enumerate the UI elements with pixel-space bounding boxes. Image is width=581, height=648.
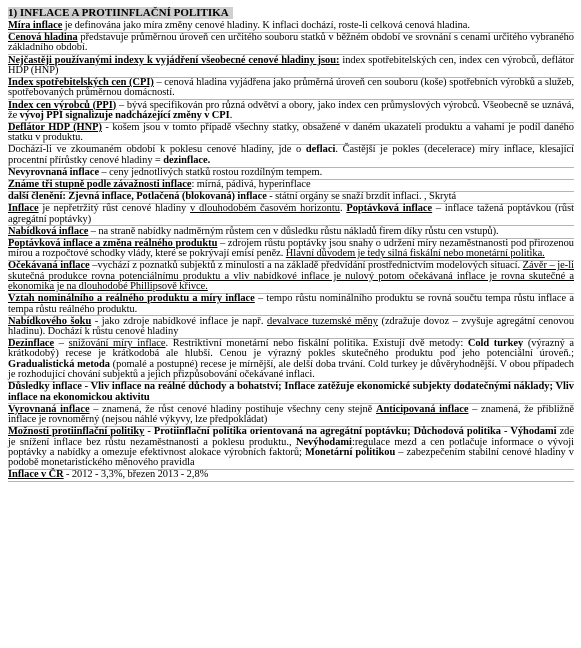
term: Nabídková inflace — [8, 225, 89, 237]
document-page — [8, 3, 574, 483]
text-run: . Častější je pokles (decelerace) míry inflace, klesající procentní přírůstky cenové hladiny = — [8, 144, 575, 166]
text-run: - jako zdroje nabídkové inflace je např. — [91, 315, 267, 327]
term: Inflace v ČR — [8, 469, 64, 481]
term: Možnosti protiinflační politiky — [8, 426, 145, 438]
text-run: – bývá specifikován pro různá odvětví a obory, jako index cen průmyslových výrobců. Všeobecně se uznává, že — [8, 99, 574, 121]
text-run: Hlavní důvodem je tedy silná fiskální nebo monetární politika. — [285, 248, 545, 260]
term: Index cen výrobců (PPI) — [8, 99, 117, 111]
term: Míra inflace — [8, 20, 63, 31]
text-run: – znamená, že přibližně inflace je rovnoměrný (nejsou náhlé výkyvy, lze předpokládat) — [8, 403, 575, 426]
paragraph — [8, 33, 574, 55]
term: Monetární politikou — [305, 446, 396, 458]
term: Index spotřebitelských cen (CPI) — [8, 77, 154, 89]
text-run: :regulace mezd a cen potlačuje informace o vývoji poptávky a nabídky a omezuje efektivnost alokace výrobních faktorů; — [8, 436, 574, 458]
paragraph — [8, 339, 574, 382]
text-run: – zdrojem růstu poptávky jsou snahy o udržení míry nezaměstnanosti pod přirozenou mírou a rozpočtové schodky vlády, které se pokrývají emisí peněz. — [8, 237, 574, 260]
text-run: – tempo růstu nominálního produktu se rovná součtu tempa růstu inflace a tempa růstu reálného produktu. — [8, 293, 574, 315]
paragraph — [8, 382, 574, 404]
text-run: . Restriktivní monetární nebo fiskální politika. Existují dvě metody: — [165, 338, 468, 350]
term: Poptávková inflace a změna reálného produktu — [8, 237, 218, 249]
text-run: zde je snížení inflace bez růstu nezaměstnanosti a poklesu produktu., — [8, 426, 574, 448]
document-body — [8, 21, 574, 482]
paragraph — [8, 405, 574, 427]
text-run: – znamená, že růst cenové hladiny postihuje všechny ceny stejně — [89, 403, 376, 415]
text-run: . — [339, 203, 347, 215]
paragraph — [8, 227, 574, 239]
text-run: - státní orgány se snaží brzdit inflaci. , Skrytá — [266, 191, 457, 203]
paragraph — [8, 261, 574, 293]
term: Nabídkového šoku — [8, 315, 92, 327]
term: Dezinflace — [8, 338, 55, 350]
text-run: je definována jako míra změny cenové hladiny. K inflaci dochází, roste-li celková cenová hladina. — [62, 20, 470, 31]
paragraph — [8, 123, 574, 145]
paragraph — [8, 192, 574, 204]
text-run: v dlouhodobém časovém horizontu — [190, 203, 340, 215]
paragraph — [8, 21, 574, 33]
paragraph — [8, 294, 574, 316]
term: deflaci — [305, 144, 336, 156]
text-run: index spotřebitelských cen, index cen výrobců, deflátor HDP (HNP) — [8, 54, 574, 76]
term: Důsledky inflace - Vliv inflace na reálné důchody a bohatství; Inflace zatěžuje ekonomické subjekty dodatečnými náklady; Vliv inflace na ekonomickou aktivitu — [8, 381, 574, 403]
text-run: . — [229, 109, 233, 121]
paragraph — [8, 145, 574, 167]
paragraph — [8, 101, 574, 123]
term: Gradualistická metoda — [8, 358, 110, 370]
text-run: devalvace tuzemské měny — [267, 315, 378, 327]
term: - Protiinflační politika orientovaná na agregátní poptávku; Důchodová politika - Výhodami — [144, 426, 557, 438]
text-run: – zabezpečením stabilní cenové hladiny v podobě monetaristického měnového pravidla — [8, 446, 575, 469]
paragraph — [8, 78, 574, 100]
paragraph — [8, 168, 574, 180]
text-run: představuje průměrnou úroveň cen určitého souboru statků v běžném období ve srovnání s cenami určitého vybraného základního období. — [8, 32, 574, 54]
text-run: Závěr – je-li skutečná produkce rovna potenciálnímu produktu a vliv nabídkové inflace je nulový potom očekávaná inflace je rovna skutečné a ekonomika je na dlouhodobé Phillipsově křivce. — [8, 260, 575, 293]
term: Nevyrovnaná inflace — [8, 166, 100, 178]
term: dezinflace. — [163, 154, 211, 166]
term: Cenová hladina — [8, 32, 78, 44]
term: Známe tři stupně podle závažnosti inflace — [8, 179, 192, 191]
term: Nevýhodami — [295, 436, 352, 448]
paragraph — [8, 239, 574, 261]
document-title: 1) INFLACE A PROTIINFLAČNÍ POLITIKA — [8, 7, 233, 19]
text-run: (výrazný a krátkodobý) recese je krátkodobá ale hlubší. Cenou je výrazný pokles skutečného produktu pod jeho potenciální úroveň.; — [8, 338, 574, 360]
text-run: snižování míry inflace — [68, 338, 166, 350]
term: vývoj PPI signalizuje nadcházející změny v CPI — [19, 109, 230, 121]
term: Nejčastěji používanými indexy k vyjádření všeobecné cenové hladiny jsou: — [8, 54, 340, 66]
paragraph — [8, 427, 574, 470]
term: další členění: Zjevná inflace, Potlačená (blokovaná) inflace — [8, 191, 267, 203]
text-run: Dochází-li ve zkoumaném období k poklesu cenové hladiny, jde o — [8, 144, 306, 156]
term: Vztah nominálního a reálného produktu a míry inflace — [8, 293, 255, 305]
term: Poptávková inflace — [346, 203, 433, 215]
paragraph — [8, 317, 574, 339]
text-run: : mírná, pádivá, hyperinflace — [191, 179, 311, 191]
text-run: –vychází z poznatků subjektů z minulosti a na základě předvídání prostřednictvím modelových situací. — [89, 260, 523, 272]
paragraph — [8, 56, 574, 78]
text-run: – cenová hladina vyjádřena jako průměrná úroveň cen souboru (koše) spotřebních výrobků a služeb, spotřebovaných průměrnou domácností. — [8, 77, 574, 99]
term: Deflátor HDP (HNP) — [8, 122, 102, 133]
term: Vyrovnaná inflace — [8, 403, 90, 415]
paragraph — [8, 204, 574, 226]
text-run: - košem jsou v tomto případě všechny statky, obsažené v daném ukazateli produktu a vahami je podíl daného statku v produktu. — [8, 122, 574, 144]
text-run: (pomalé a postupné) recese je mírnější, ale delší doba trvání. Cold turkey je důvěryhodnější. V obou případech je rozhodující chování subjektů a jejich přizpůsobování očekávané inflaci. — [8, 358, 574, 381]
text-run: – — [54, 338, 69, 350]
text-run: – inflace tažená poptávkou (růst agregátní poptávky) — [8, 203, 575, 225]
text-run: je nepřetržitý růst cenové hladiny — [38, 203, 191, 215]
text-run: (zdražuje dovoz – zvyšuje agregátní cenovou hladinu). Dochází k růstu cenové hladiny — [8, 315, 575, 337]
term: Anticipovaná inflace — [375, 403, 469, 415]
text-run: - 2012 - 3,3%, březen 2013 - 2,8% — [63, 469, 209, 481]
paragraph — [8, 470, 574, 482]
term: Očekávaná inflace — [8, 260, 90, 272]
term: Cold turkey — [467, 338, 524, 350]
text-run: – ceny jednotlivých statků rostou rozdílným tempem. — [99, 166, 323, 178]
text-run: – na straně nabídky nadměrným růstem cen v důsledku růstu nákladů firem díky růstu cen vstupů). — [88, 225, 499, 237]
paragraph — [8, 180, 574, 192]
term: Inflace — [8, 203, 39, 215]
